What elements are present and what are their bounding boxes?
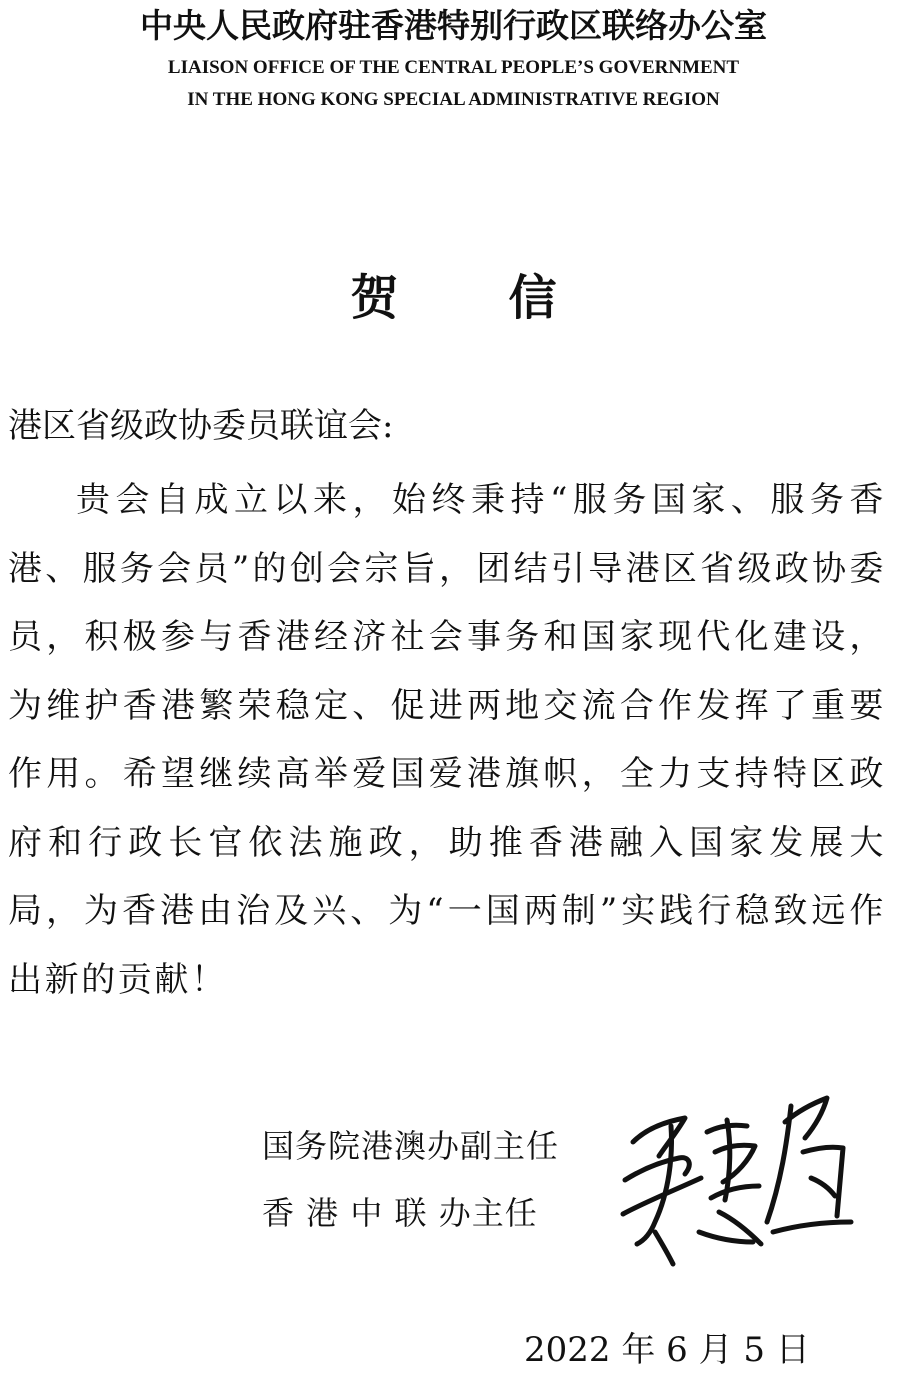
letterhead-chinese-name: 中央人民政府驻香港特别行政区联络办公室	[140, 6, 767, 45]
salutation: 港区省级政协委员联谊会:	[8, 406, 394, 446]
title-char-2: 信	[508, 270, 557, 326]
handwritten-signature	[615, 1082, 865, 1267]
signatory-title-line-2: 香 港 中 联 办主任	[262, 1194, 538, 1232]
letterhead-english-line-2: IN THE HONG KONG SPECIAL ADMINISTRATIVE REGION	[187, 89, 720, 110]
document-title	[0, 268, 907, 328]
signatory-title-line-1: 国务院港澳办副主任	[262, 1127, 560, 1165]
letterhead-english-line-1: LIAISON OFFICE OF THE CENTRAL PEOPLE’S GOVERNMENT	[167, 57, 740, 78]
letter-date: 2022 年 6 月 5 日	[524, 1330, 810, 1370]
letter-body: 贵会自成立以来，始终秉持“服务国家、服务香港、服务会员”的创会宗旨，团结引导港区省级政协委员，积极参与香港经济社会事务和国家现代化建设，为维护香港繁荣稳定、促进两地交流合作发挥了重要作用。希望继续高举爱国爱港旗帜，全力支持特区政府和行政长官依法施政，助推香港融入国家发展大局，为香港由治及兴、为“一国两制”实践行稳致远作出新的贡献！	[8, 480, 886, 1000]
title-char-1: 贺	[350, 270, 399, 326]
